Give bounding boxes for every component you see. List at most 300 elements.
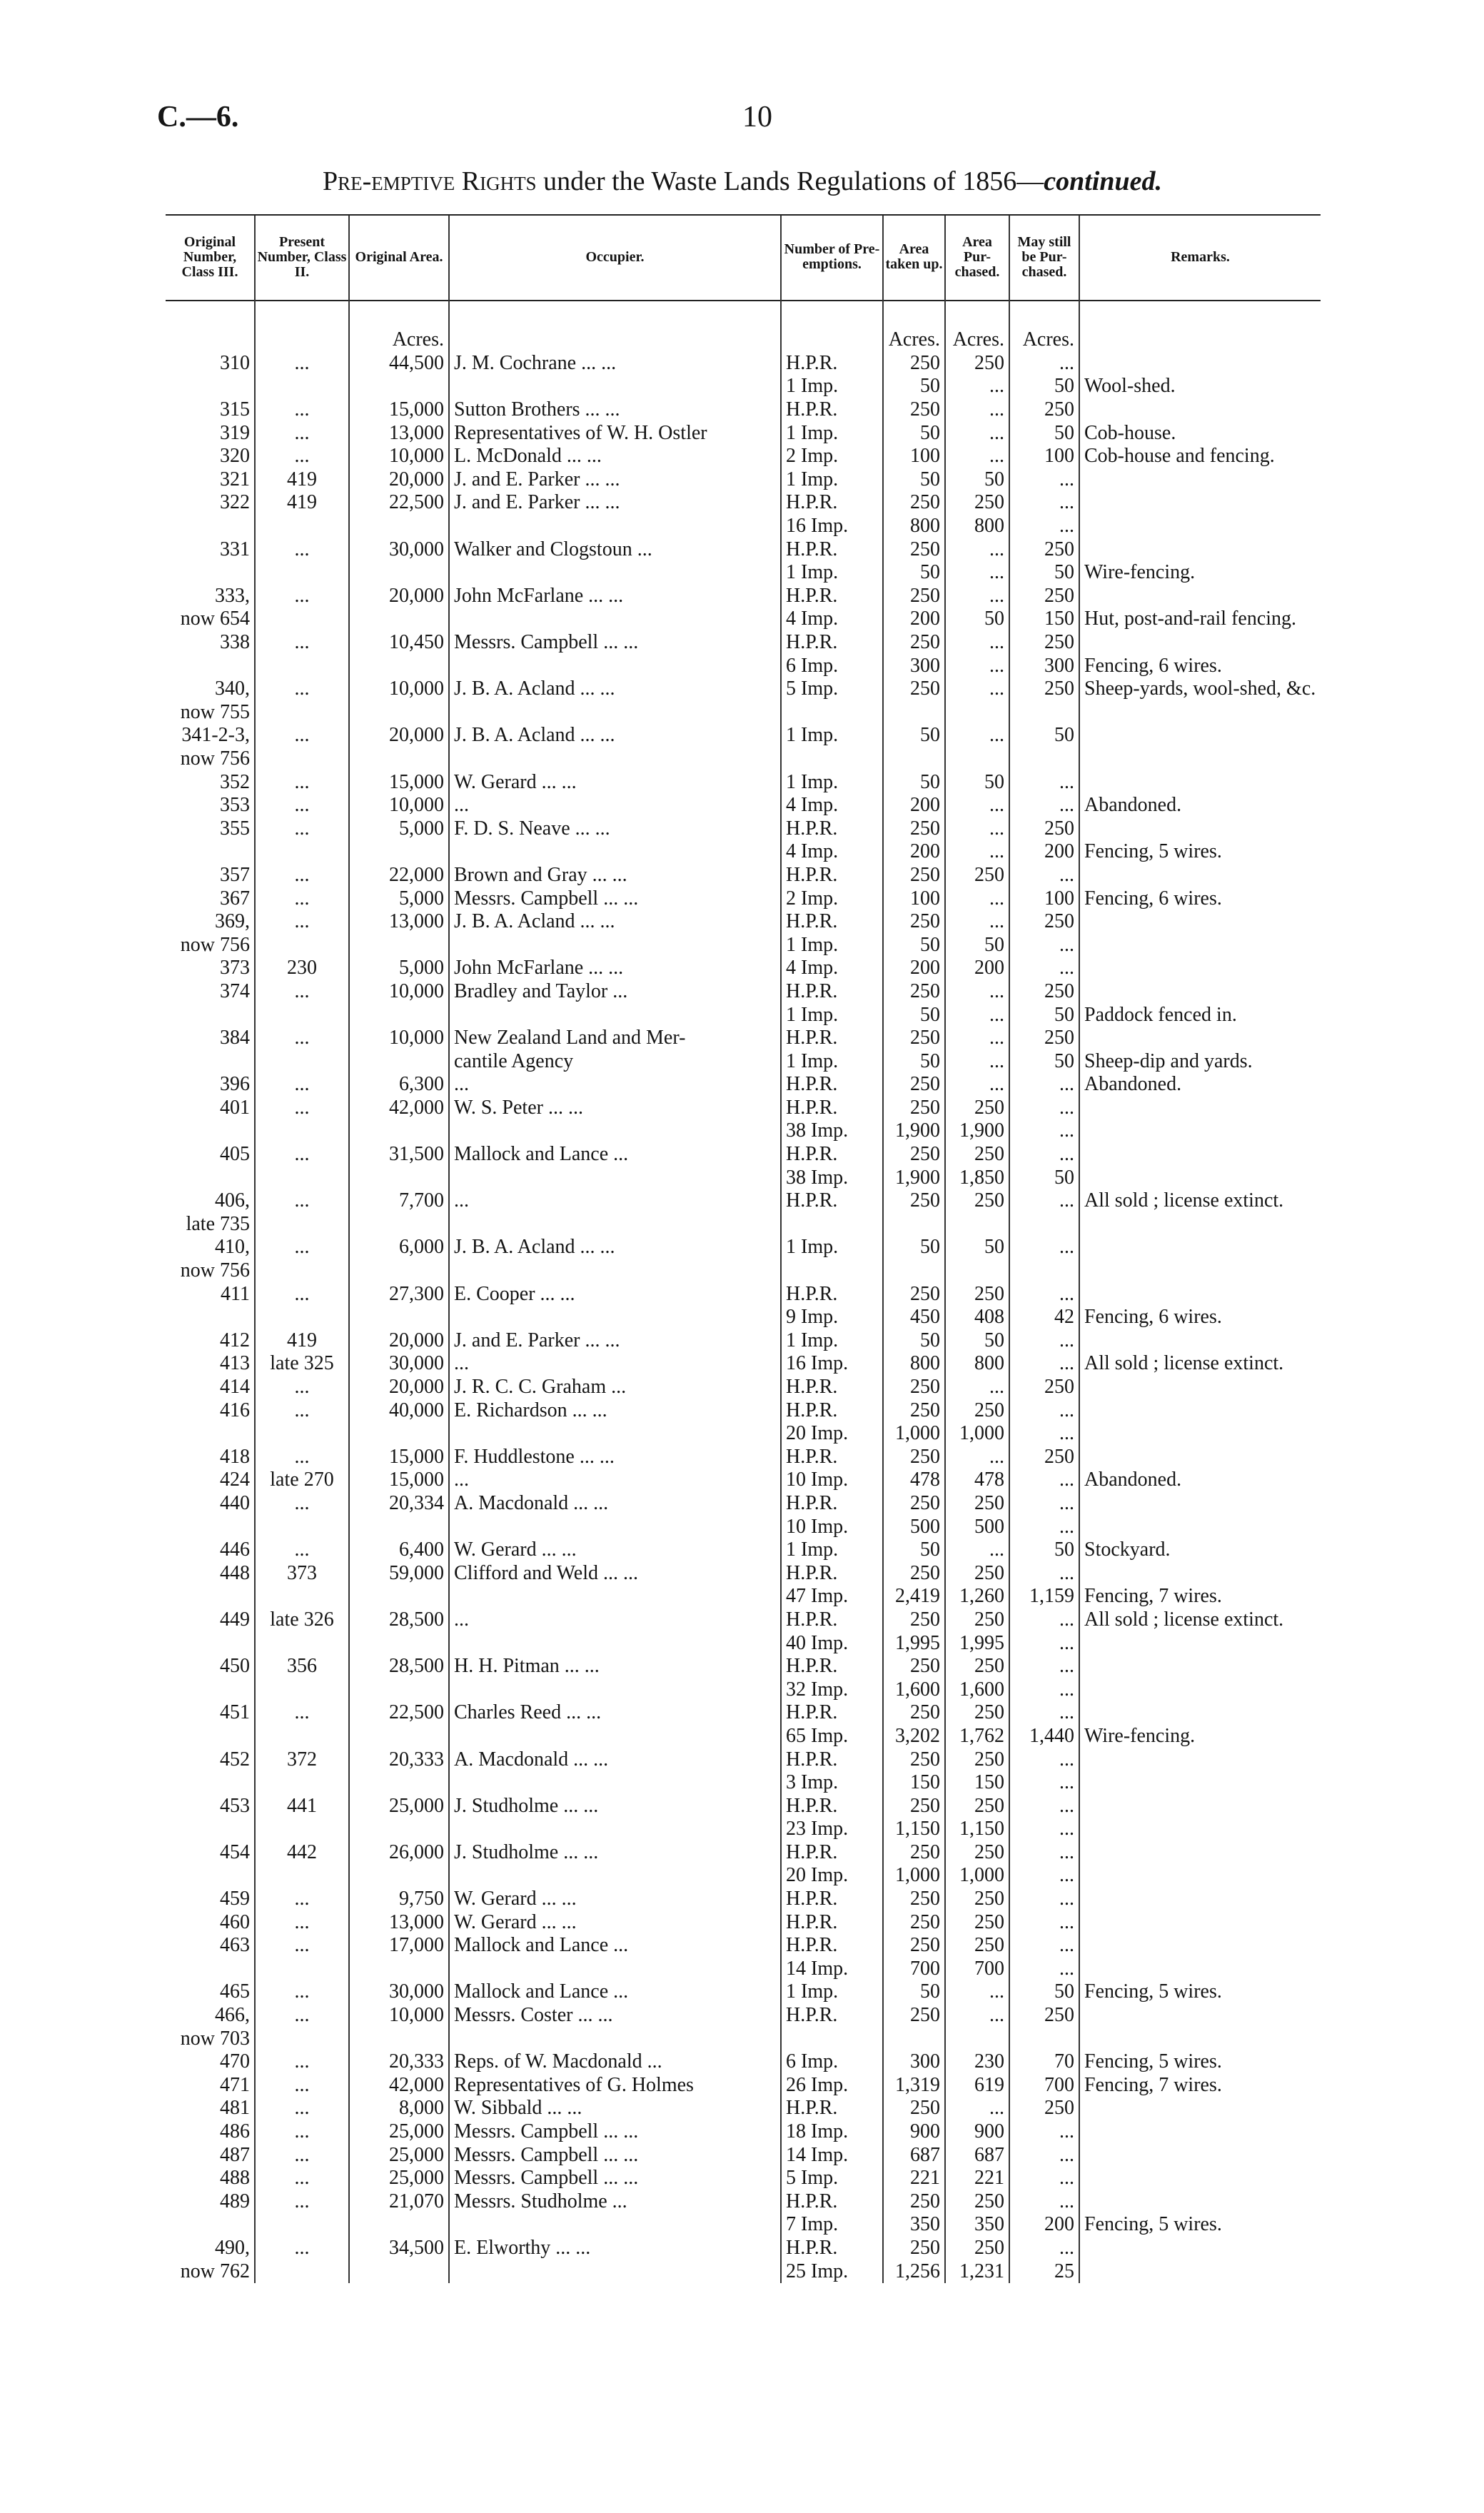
cell-present-number: ... [255, 2167, 349, 2190]
cell-area-purchased: 478 [945, 1469, 1009, 1492]
cell-original-area [349, 1515, 449, 1538]
units-row [166, 328, 1321, 352]
cell-pre-emptions: H.P.R. [781, 910, 883, 934]
cell-occupier: ... [449, 1352, 781, 1376]
cell-original-area [349, 2260, 449, 2283]
cell-may-still-be-purchased: ... [1009, 2120, 1079, 2144]
units-taken: Acres. [883, 328, 945, 352]
cell-pre-emptions: 47 Imp. [781, 1585, 883, 1608]
cell-original-area: 10,000 [349, 2004, 449, 2028]
cell-remarks [1079, 491, 1321, 515]
cell-area-taken-up: 250 [883, 1027, 945, 1050]
cell-original-area [349, 701, 449, 725]
cell-remarks [1079, 1888, 1321, 1911]
cell-may-still-be-purchased: ... [1009, 1561, 1079, 1585]
cell-area-taken-up: 687 [883, 2143, 945, 2167]
cell-area-taken-up: 50 [883, 724, 945, 747]
cell-occupier [449, 561, 781, 585]
cell-occupier: J. and E. Parker ... ... [449, 1329, 781, 1353]
cell-area-taken-up: 1,150 [883, 1818, 945, 1841]
cell-remarks [1079, 1655, 1321, 1678]
table-row [166, 1422, 1321, 1446]
cell-area-purchased: 250 [945, 1888, 1009, 1911]
cell-pre-emptions: 5 Imp. [781, 678, 883, 701]
header-occupier: Occupier. [449, 216, 781, 298]
cell-may-still-be-purchased: 50 [1009, 1003, 1079, 1027]
cell-remarks: Fencing, 6 wires. [1079, 887, 1321, 910]
cell-pre-emptions: 1 Imp. [781, 1980, 883, 2004]
cell-pre-emptions: H.P.R. [781, 2190, 883, 2214]
cell-may-still-be-purchased: 50 [1009, 1980, 1079, 2004]
cell-pre-emptions: 2 Imp. [781, 887, 883, 910]
cell-original-area: 27,300 [349, 1282, 449, 1306]
cell-remarks [1079, 1236, 1321, 1259]
cell-pre-emptions: H.P.R. [781, 1492, 883, 1516]
cell-area-purchased: 250 [945, 1282, 1009, 1306]
cell-occupier: A. Macdonald ... ... [449, 1748, 781, 1771]
cell-occupier [449, 1306, 781, 1329]
cell-present-number [255, 1119, 349, 1143]
table-row [166, 2004, 1321, 2028]
cell-area-taken-up: 250 [883, 1748, 945, 1771]
title-continued: continued. [1044, 166, 1163, 196]
cell-pre-emptions: 38 Imp. [781, 1119, 883, 1143]
cell-remarks [1079, 980, 1321, 1004]
cell-original-area: 34,500 [349, 2237, 449, 2260]
cell-pre-emptions: 1 Imp. [781, 770, 883, 794]
cell-pre-emptions: 38 Imp. [781, 1166, 883, 1189]
cell-pre-emptions: H.P.R. [781, 1282, 883, 1306]
table-row [166, 1678, 1321, 1701]
cell-area-purchased: ... [945, 1980, 1009, 2004]
table-row [166, 654, 1321, 678]
cell-original-area: 28,500 [349, 1655, 449, 1678]
cell-pre-emptions: H.P.R. [781, 1073, 883, 1097]
cell-area-taken-up: 250 [883, 1376, 945, 1399]
cell-present-number: ... [255, 1910, 349, 1934]
cell-area-taken-up: 250 [883, 1073, 945, 1097]
cell-area-taken-up: 250 [883, 1888, 945, 1911]
cell-occupier: J. B. A. Acland ... ... [449, 910, 781, 934]
cell-occupier [449, 1119, 781, 1143]
cell-occupier: Messrs. Campbell ... ... [449, 2143, 781, 2167]
cell-pre-emptions: 2 Imp. [781, 445, 883, 468]
cell-original-number: 459 [220, 1888, 250, 1910]
cell-occupier: E. Elworthy ... ... [449, 2237, 781, 2260]
cell-original-number: 320 [220, 445, 250, 468]
cell-present-number: ... [255, 352, 349, 376]
cell-original-area: 5,000 [349, 957, 449, 980]
cell-original-number [166, 1515, 255, 1538]
cell-original-area: 10,000 [349, 980, 449, 1004]
cell-area-purchased: 250 [945, 491, 1009, 515]
cell-remarks [1079, 864, 1321, 887]
cell-pre-emptions: 16 Imp. [781, 1352, 883, 1376]
cell-original-number: 374 [220, 979, 250, 1002]
cell-present-number: ... [255, 2143, 349, 2167]
cell-original-area [349, 1003, 449, 1027]
cell-area-taken-up: 250 [883, 1910, 945, 1934]
cell-original-number: now 654 [180, 608, 250, 630]
cell-present-number: ... [255, 1282, 349, 1306]
cell-may-still-be-purchased: ... [1009, 2143, 1079, 2167]
cell-original-area [349, 2213, 449, 2237]
cell-remarks [1079, 631, 1321, 655]
cell-original-number: 486 [220, 2120, 250, 2143]
cell-pre-emptions: 23 Imp. [781, 1818, 883, 1841]
cell-area-purchased: ... [945, 724, 1009, 747]
cell-may-still-be-purchased: 1,440 [1009, 1725, 1079, 1748]
cell-present-number [255, 933, 349, 957]
cell-occupier: W. Gerard ... ... [449, 1888, 781, 1911]
cell-present-number [255, 840, 349, 864]
cell-pre-emptions: 40 Imp. [781, 1631, 883, 1655]
cell-may-still-be-purchased: 250 [1009, 538, 1079, 561]
cell-remarks [1079, 1027, 1321, 1050]
cell-original-area: 20,333 [349, 2050, 449, 2074]
cell-original-area [349, 1166, 449, 1189]
cell-original-area: 13,000 [349, 910, 449, 934]
cell-present-number: ... [255, 1376, 349, 1399]
cell-occupier [449, 2260, 781, 2283]
cell-original-area [349, 1725, 449, 1748]
table-row [166, 1910, 1321, 1934]
cell-may-still-be-purchased: 250 [1009, 398, 1079, 422]
cell-area-taken-up: 250 [883, 1189, 945, 1213]
cell-present-number: ... [255, 1073, 349, 1097]
table-row [166, 864, 1321, 887]
cell-original-number: now 756 [180, 1259, 250, 1282]
cell-pre-emptions: H.P.R. [781, 2237, 883, 2260]
cell-present-number: ... [255, 1236, 349, 1259]
cell-present-number: ... [255, 1701, 349, 1725]
cell-area-purchased: 50 [945, 770, 1009, 794]
cell-original-number: 413 [220, 1352, 250, 1375]
cell-area-purchased [945, 2027, 1009, 2050]
cell-area-purchased: 50 [945, 1329, 1009, 1353]
cell-area-purchased [945, 1213, 1009, 1237]
table-row [166, 1631, 1321, 1655]
table-row [166, 1329, 1321, 1353]
cell-original-number: 470 [220, 2050, 250, 2073]
cell-pre-emptions: 26 Imp. [781, 2074, 883, 2097]
cell-original-area: 6,400 [349, 1538, 449, 1562]
cell-may-still-be-purchased: 200 [1009, 2213, 1079, 2237]
table-row [166, 2167, 1321, 2190]
cell-remarks [1079, 1119, 1321, 1143]
cell-remarks [1079, 1864, 1321, 1888]
table-row [166, 2237, 1321, 2260]
cell-area-purchased: 250 [945, 1097, 1009, 1120]
cell-pre-emptions: 25 Imp. [781, 2260, 883, 2283]
cell-area-taken-up: 1,256 [883, 2260, 945, 2283]
cell-occupier [449, 1958, 781, 1981]
cell-remarks: Wire-fencing. [1079, 561, 1321, 585]
cell-area-purchased: 250 [945, 1608, 1009, 1632]
cell-area-taken-up: 250 [883, 1561, 945, 1585]
cell-remarks [1079, 515, 1321, 538]
cell-present-number: ... [255, 770, 349, 794]
cell-remarks: Fencing, 5 wires. [1079, 2213, 1321, 2237]
cell-original-number [166, 1771, 255, 1795]
cell-original-area [349, 747, 449, 771]
cell-occupier [449, 1864, 781, 1888]
cell-area-taken-up: 250 [883, 1701, 945, 1725]
cell-original-area: 15,000 [349, 1446, 449, 1469]
cell-may-still-be-purchased: ... [1009, 1189, 1079, 1213]
table-row [166, 1538, 1321, 1562]
table-row [166, 1236, 1321, 1259]
cell-present-number [255, 701, 349, 725]
cell-area-purchased: ... [945, 840, 1009, 864]
cell-present-number: ... [255, 2190, 349, 2214]
cell-area-taken-up: 250 [883, 1097, 945, 1120]
cell-pre-emptions: 1 Imp. [781, 1049, 883, 1073]
cell-area-purchased: 50 [945, 1236, 1009, 1259]
cell-area-purchased: ... [945, 817, 1009, 840]
cell-area-taken-up: 50 [883, 770, 945, 794]
cell-area-purchased: ... [945, 678, 1009, 701]
table-row [166, 1143, 1321, 1167]
cell-original-number: 406, [215, 1189, 250, 1212]
cell-original-number [166, 1003, 255, 1027]
cell-may-still-be-purchased: 70 [1009, 2050, 1079, 2074]
cell-area-taken-up [883, 1259, 945, 1283]
cell-area-taken-up: 50 [883, 468, 945, 492]
cell-area-taken-up: 500 [883, 1515, 945, 1538]
cell-occupier [449, 375, 781, 398]
cell-original-number: 310 [220, 351, 250, 374]
cell-original-area: 30,000 [349, 1352, 449, 1376]
cell-original-area [349, 840, 449, 864]
cell-present-number: 419 [255, 491, 349, 515]
cell-present-number [255, 1049, 349, 1073]
cell-occupier [449, 1166, 781, 1189]
table-row [166, 1376, 1321, 1399]
cell-may-still-be-purchased: ... [1009, 515, 1079, 538]
cell-pre-emptions: H.P.R. [781, 1934, 883, 1958]
cell-original-number: 489 [220, 2190, 250, 2212]
cell-area-purchased: ... [945, 1073, 1009, 1097]
cell-pre-emptions: H.P.R. [781, 398, 883, 422]
cell-remarks [1079, 701, 1321, 725]
cell-area-purchased: 250 [945, 2190, 1009, 2214]
cell-may-still-be-purchased: ... [1009, 1655, 1079, 1678]
cell-occupier: Mallock and Lance ... [449, 1143, 781, 1167]
header-number-of-pre-emptions: Number of Pre-emptions. [781, 216, 883, 298]
cell-area-taken-up: 150 [883, 1771, 945, 1795]
cell-present-number [255, 1306, 349, 1329]
cell-may-still-be-purchased: ... [1009, 1329, 1079, 1353]
cell-area-purchased: 50 [945, 468, 1009, 492]
cell-area-purchased: ... [945, 631, 1009, 655]
cell-may-still-be-purchased: ... [1009, 2190, 1079, 2214]
cell-occupier [449, 1515, 781, 1538]
cell-pre-emptions [781, 701, 883, 725]
cell-present-number: ... [255, 794, 349, 817]
cell-original-area [349, 375, 449, 398]
cell-original-area: 10,450 [349, 631, 449, 655]
cell-may-still-be-purchased: 50 [1009, 421, 1079, 445]
cell-area-purchased: ... [945, 887, 1009, 910]
cell-may-still-be-purchased: ... [1009, 1748, 1079, 1771]
cell-pre-emptions: H.P.R. [781, 2097, 883, 2120]
cell-occupier: J. and E. Parker ... ... [449, 468, 781, 492]
cell-area-taken-up [883, 701, 945, 725]
cell-area-taken-up: 250 [883, 864, 945, 887]
cell-area-taken-up: 50 [883, 561, 945, 585]
cell-pre-emptions: 1 Imp. [781, 1329, 883, 1353]
cell-original-number: 322 [220, 491, 250, 514]
cell-may-still-be-purchased [1009, 701, 1079, 725]
header-present-number: Present Number, Class II. [255, 216, 349, 298]
cell-pre-emptions: 16 Imp. [781, 515, 883, 538]
cell-original-area [349, 2027, 449, 2050]
cell-original-number [166, 561, 255, 585]
cell-may-still-be-purchased: ... [1009, 864, 1079, 887]
cell-occupier [449, 654, 781, 678]
cell-original-number [166, 1864, 255, 1888]
cell-present-number: 442 [255, 1841, 349, 1865]
cell-original-number: 463 [220, 1934, 250, 1957]
cell-present-number: ... [255, 445, 349, 468]
cell-may-still-be-purchased: 25 [1009, 2260, 1079, 2283]
cell-remarks [1079, 2120, 1321, 2144]
cell-original-area: 8,000 [349, 2097, 449, 2120]
cell-area-taken-up: 50 [883, 1980, 945, 2004]
table-row [166, 1003, 1321, 1027]
cell-original-area: 5,000 [349, 887, 449, 910]
cell-pre-emptions: 1 Imp. [781, 1538, 883, 1562]
cell-original-number: 367 [220, 887, 250, 910]
cell-remarks [1079, 2097, 1321, 2120]
table-row [166, 2097, 1321, 2120]
title-regulations: under the Waste Lands Regulations of 1856— [536, 166, 1044, 196]
cell-occupier: H. H. Pitman ... ... [449, 1655, 781, 1678]
cell-area-purchased: 250 [945, 1655, 1009, 1678]
cell-may-still-be-purchased: ... [1009, 2167, 1079, 2190]
cell-remarks [1079, 398, 1321, 422]
cell-present-number [255, 1958, 349, 1981]
table-row [166, 817, 1321, 840]
cell-area-taken-up: 50 [883, 1049, 945, 1073]
table-row [166, 1841, 1321, 1865]
cell-remarks [1079, 1329, 1321, 1353]
cell-area-taken-up: 250 [883, 538, 945, 561]
cell-remarks [1079, 1492, 1321, 1516]
cell-pre-emptions: H.P.R. [781, 864, 883, 887]
cell-original-area [349, 1958, 449, 1981]
spacer-row [166, 298, 1321, 328]
cell-original-area [349, 1259, 449, 1283]
cell-original-area: 26,000 [349, 1841, 449, 1865]
table-row [166, 1655, 1321, 1678]
cell-may-still-be-purchased: 250 [1009, 1027, 1079, 1050]
table-row [166, 887, 1321, 910]
table-row [166, 1306, 1321, 1329]
cell-original-area: 10,000 [349, 678, 449, 701]
cell-present-number: 373 [255, 1561, 349, 1585]
cell-area-purchased: 221 [945, 2167, 1009, 2190]
cell-occupier: J. M. Cochrane ... ... [449, 352, 781, 376]
cell-original-number: 410, [215, 1236, 250, 1259]
cell-area-taken-up: 1,900 [883, 1119, 945, 1143]
cell-remarks [1079, 957, 1321, 980]
cell-pre-emptions: 1 Imp. [781, 421, 883, 445]
cell-may-still-be-purchased: 250 [1009, 817, 1079, 840]
cell-remarks: Sheep-dip and yards. [1079, 1049, 1321, 1073]
table-row [166, 1585, 1321, 1608]
cell-area-taken-up: 250 [883, 1794, 945, 1818]
cell-area-taken-up: 200 [883, 608, 945, 631]
cell-remarks: Stockyard. [1079, 1538, 1321, 1562]
cell-may-still-be-purchased: 1,159 [1009, 1585, 1079, 1608]
cell-may-still-be-purchased: ... [1009, 1864, 1079, 1888]
cell-remarks [1079, 538, 1321, 561]
cell-area-purchased: 250 [945, 1794, 1009, 1818]
cell-occupier: J. B. A. Acland ... ... [449, 724, 781, 747]
cell-may-still-be-purchased: ... [1009, 770, 1079, 794]
cell-occupier: Representatives of G. Holmes [449, 2074, 781, 2097]
cell-area-purchased: ... [945, 445, 1009, 468]
cell-present-number [255, 747, 349, 771]
cell-present-number [255, 1725, 349, 1748]
cell-original-area: 6,300 [349, 1073, 449, 1097]
cell-occupier: W. Gerard ... ... [449, 1538, 781, 1562]
cell-pre-emptions: H.P.R. [781, 1399, 883, 1422]
cell-may-still-be-purchased: ... [1009, 1352, 1079, 1376]
table-row [166, 1259, 1321, 1283]
cell-original-number [166, 1678, 255, 1701]
cell-remarks [1079, 747, 1321, 771]
cell-area-taken-up: 300 [883, 2050, 945, 2074]
pre-emptive-rights-table [166, 216, 1321, 2283]
cell-occupier [449, 1422, 781, 1446]
cell-area-purchased: 1,762 [945, 1725, 1009, 1748]
cell-area-purchased: ... [945, 654, 1009, 678]
cell-may-still-be-purchased: 250 [1009, 2097, 1079, 2120]
cell-area-purchased: ... [945, 1027, 1009, 1050]
cell-present-number: late 270 [255, 1469, 349, 1492]
cell-remarks [1079, 910, 1321, 934]
cell-may-still-be-purchased: 250 [1009, 1376, 1079, 1399]
cell-original-number [166, 1119, 255, 1143]
cell-original-area: 25,000 [349, 1794, 449, 1818]
cell-original-number: 454 [220, 1840, 250, 1863]
cell-original-number: 452 [220, 1748, 250, 1771]
cell-area-taken-up: 50 [883, 421, 945, 445]
cell-area-taken-up: 478 [883, 1469, 945, 1492]
cell-may-still-be-purchased: ... [1009, 1841, 1079, 1865]
cell-may-still-be-purchased: ... [1009, 933, 1079, 957]
cell-may-still-be-purchased: ... [1009, 1958, 1079, 1981]
cell-area-purchased: ... [945, 1538, 1009, 1562]
cell-present-number: ... [255, 2237, 349, 2260]
header-original-area: Original Area. [349, 216, 449, 298]
cell-present-number: ... [255, 2004, 349, 2028]
cell-may-still-be-purchased: 50 [1009, 1166, 1079, 1189]
cell-original-number: now 762 [180, 2260, 250, 2282]
cell-present-number: late 326 [255, 1608, 349, 1632]
cell-occupier: New Zealand Land and Mer- [449, 1027, 781, 1050]
cell-area-purchased: 250 [945, 1701, 1009, 1725]
cell-may-still-be-purchased [1009, 747, 1079, 771]
table-row [166, 701, 1321, 725]
cell-original-area: 10,000 [349, 794, 449, 817]
cell-area-purchased: 250 [945, 2237, 1009, 2260]
table-row [166, 1794, 1321, 1818]
cell-present-number [255, 1259, 349, 1283]
